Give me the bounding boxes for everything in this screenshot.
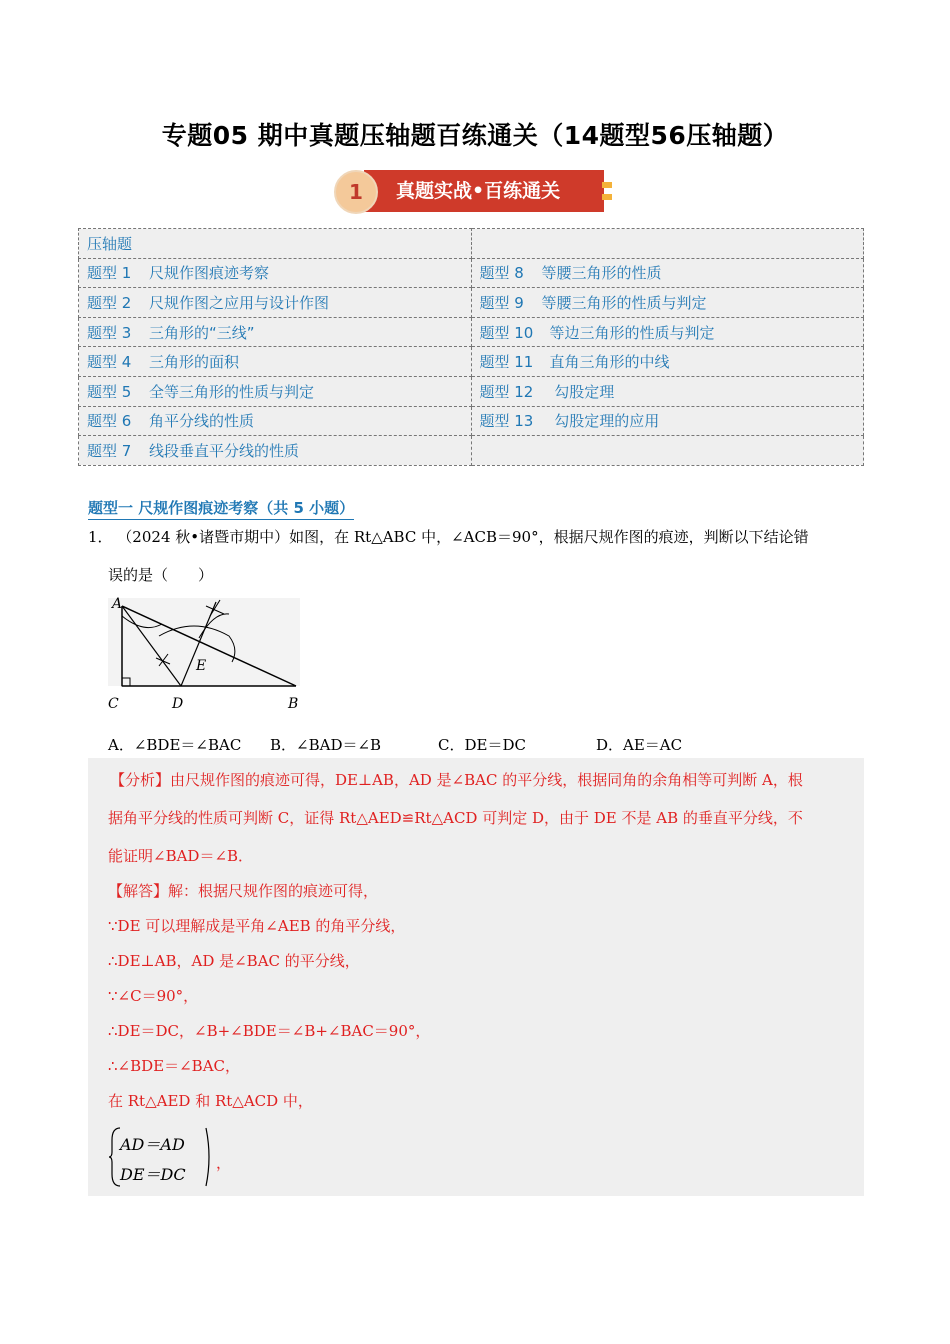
label-e: E: [196, 658, 207, 674]
solution-line: ∵DE 可以理解成是平角∠AEB 的角平分线，: [108, 917, 406, 935]
page-title: 专题05 期中真题压轴题百练通关（14题型56压轴题）: [161, 121, 789, 150]
solution-line: 能证明∠BAD＝∠B．: [108, 847, 254, 865]
banner-tab-decoration: [602, 182, 612, 188]
toc-item[interactable]: 题型 8 等腰三角形的性质: [471, 258, 864, 288]
toc-empty-cell: [471, 436, 864, 466]
banner-tab-decoration: [602, 194, 612, 200]
topic-table: [78, 228, 864, 466]
toc-item[interactable]: 题型 3 三角形的“三线”: [79, 317, 472, 347]
toc-item[interactable]: 题型 1 尺规作图痕迹考察: [79, 258, 472, 288]
question-text: 1． （2024 秋•诸暨市期中）如图，在 Rt△ABC 中，∠ACB＝90°，根据尺规作图的痕迹，判断以下结论错: [88, 528, 809, 546]
label-d: D: [172, 696, 184, 712]
toc-item[interactable]: 题型 9 等腰三角形的性质与判定: [471, 288, 864, 318]
toc-item[interactable]: 题型 10 等边三角形的性质与判定: [471, 317, 864, 347]
section-banner: [334, 168, 614, 216]
solution-box: [88, 758, 864, 1196]
toc-item[interactable]: 题型 2 尺规作图之应用与设计作图: [79, 288, 472, 318]
label-a: A: [112, 596, 123, 612]
triangle-figure: [104, 594, 304, 714]
toc-item[interactable]: 题型 6 角平分线的性质: [79, 406, 472, 436]
solution-line: 【解答】解：根据尺规作图的痕迹可得，: [108, 882, 379, 900]
solution-line: ∴DE⊥AB，AD 是∠BAC 的平分线，: [108, 952, 360, 970]
system-tail: ，: [216, 1154, 232, 1172]
system-eq-1: AD＝AD: [120, 1135, 185, 1154]
toc-item[interactable]: 题型 12 勾股定理: [471, 376, 864, 406]
label-b: B: [288, 696, 299, 712]
option-a[interactable]: A．∠BDE＝∠BAC: [108, 736, 242, 754]
solution-line: 【分析】由尺规作图的痕迹可得，DE⊥AB，AD 是∠BAC 的平分线，根据同角的余角相等可判断 A，根: [110, 771, 803, 789]
option-d[interactable]: D．AE＝AC: [596, 736, 683, 754]
option-b[interactable]: B．∠BAD＝∠B: [270, 736, 382, 754]
solution-line: 在 Rt△AED 和 Rt△ACD 中，: [108, 1092, 313, 1110]
banner-number: 1: [334, 170, 378, 214]
solution-line: ∵∠C＝90°，: [108, 987, 199, 1005]
right-paren: [204, 1126, 214, 1188]
section-heading: 题型一 尺规作图痕迹考察（共 5 小题）: [88, 497, 354, 520]
equation-system: [108, 1126, 248, 1188]
solution-line: 据角平分线的性质可判断 C，证得 Rt△AED≌Rt△ACD 可判定 D，由于 DE 不是 AB 的垂直平分线，不: [108, 809, 803, 827]
system-eq-2: DE＝DC: [120, 1165, 186, 1184]
toc-item[interactable]: 题型 11 直角三角形的中线: [471, 347, 864, 377]
option-c[interactable]: C．DE＝DC: [438, 736, 526, 754]
toc-item[interactable]: 题型 5 全等三角形的性质与判定: [79, 376, 472, 406]
toc-item[interactable]: 题型 4 三角形的面积: [79, 347, 472, 377]
banner-label: 真题实战•百练通关: [364, 170, 604, 212]
solution-line: ∴∠BDE＝∠BAC，: [108, 1057, 241, 1075]
solution-line: ∴DE＝DC，∠B+∠BDE＝∠B+∠BAC＝90°，: [108, 1022, 431, 1040]
toc-header: 压轴题: [79, 229, 472, 259]
question-text-cont: 误的是（ ）: [108, 566, 214, 584]
toc-item[interactable]: 题型 13 勾股定理的应用: [471, 406, 864, 436]
label-c: C: [108, 696, 119, 712]
toc-header-empty: [471, 229, 864, 259]
toc-item[interactable]: 题型 7 线段垂直平分线的性质: [79, 436, 472, 466]
